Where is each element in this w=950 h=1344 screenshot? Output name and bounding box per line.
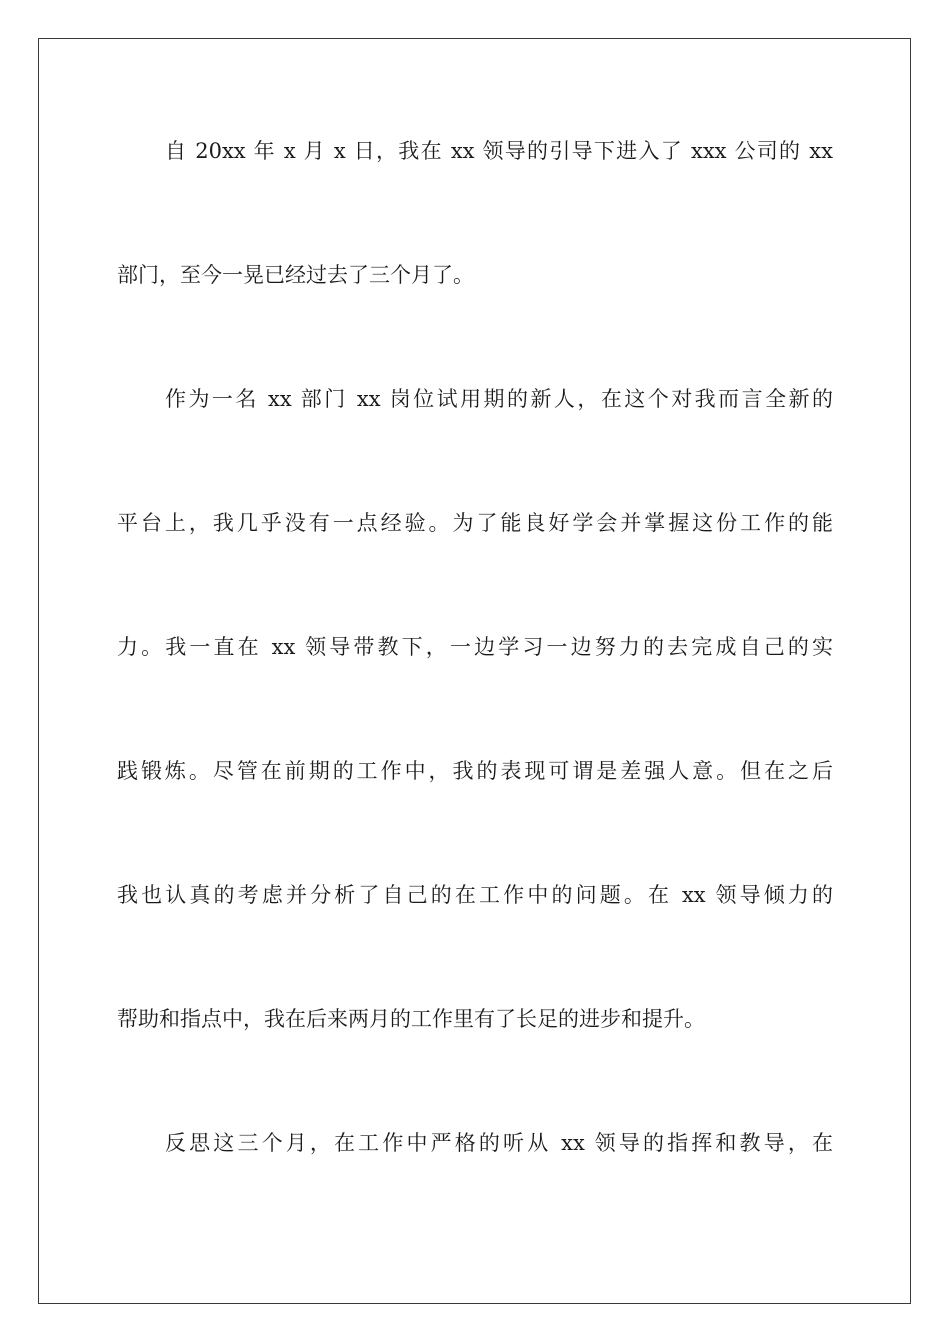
paragraph-1-line-2: 部门，至今一晃已经过去了三个月了。 bbox=[117, 263, 474, 287]
paragraph-2-line-3: 力。我一直在 xx 领导带教下，一边学习一边努力的去完成自己的实 bbox=[117, 635, 833, 659]
paragraph-3-line-1: 反思这三个月，在工作中严格的听从 xx 领导的指挥和教导，在 bbox=[165, 1131, 833, 1155]
paragraph-2-line-1: 作为一名 xx 部门 xx 岗位试用期的新人，在这个对我而言全新的 bbox=[165, 387, 833, 411]
paragraph-1-line-1: 自 20xx 年 x 月 x 日，我在 xx 领导的引导下进入了 xxx 公司的 xx bbox=[165, 139, 833, 163]
paragraph-2-line-6: 帮助和指点中，我在后来两月的工作里有了长足的进步和提升。 bbox=[117, 1007, 705, 1031]
paragraph-2-line-5: 我也认真的考虑并分析了自己的在工作中的问题。在 xx 领导倾力的 bbox=[117, 883, 833, 907]
paragraph-2-line-4: 践锻炼。尽管在前期的工作中，我的表现可谓是差强人意。但在之后 bbox=[117, 759, 833, 783]
page-border bbox=[38, 38, 911, 1304]
paragraph-2-line-2: 平台上，我几乎没有一点经验。为了能良好学会并掌握这份工作的能 bbox=[117, 511, 833, 535]
